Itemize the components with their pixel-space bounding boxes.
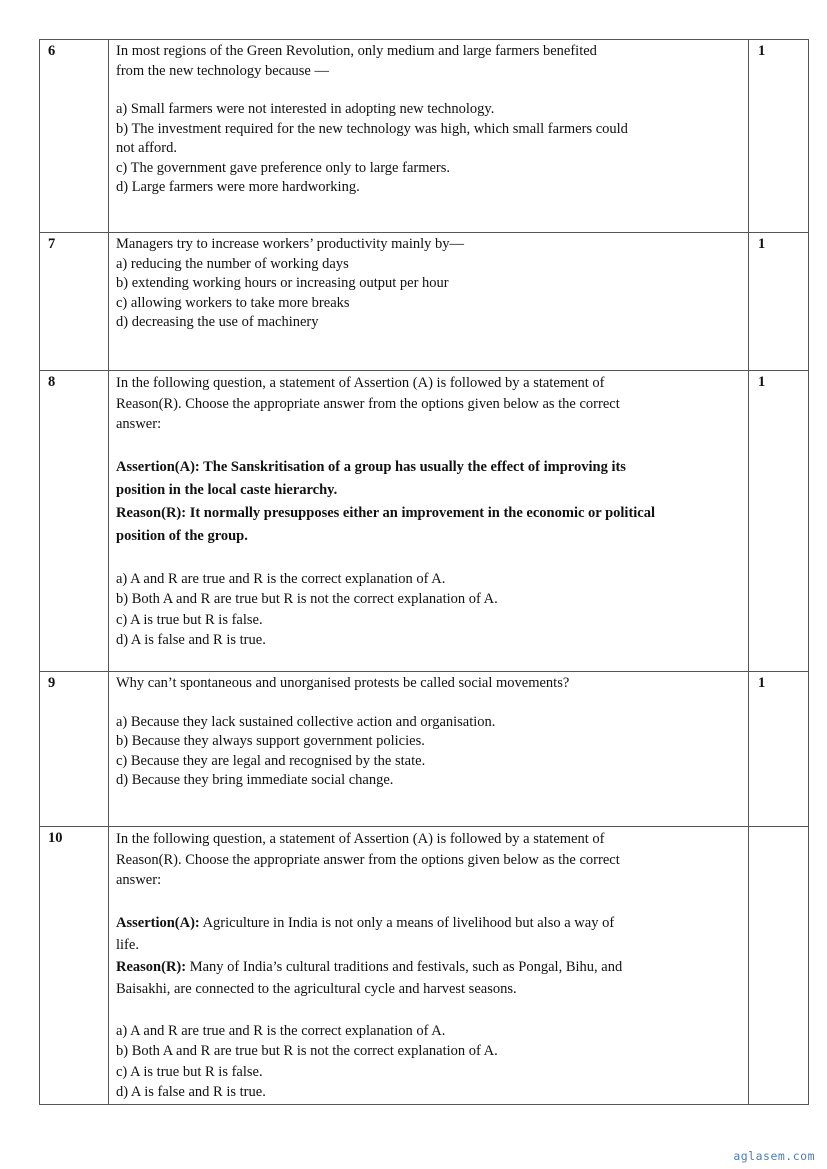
- question-marks: 1: [749, 233, 809, 371]
- question-content: [109, 827, 749, 1105]
- option-d: d) A is false and R is true.: [116, 1084, 266, 1100]
- question-number: 8: [40, 371, 109, 672]
- option-c: c) A is true but R is false.: [116, 611, 263, 628]
- question-marks: [749, 827, 809, 1105]
- option-b: b) extending working hours or increasing output per hour: [116, 275, 449, 291]
- option-d: d) Large farmers were more hardworking.: [116, 179, 360, 195]
- question-row-10: [40, 827, 809, 1105]
- question-table: [39, 39, 809, 1105]
- option-b: b) Both A and R are true but R is not the correct explanation of A.: [116, 591, 498, 607]
- option-c: c) The government gave preference only to large farmers.: [116, 159, 451, 176]
- option-a: a) A and R are true and R is the correct explanation of A.: [116, 1022, 446, 1039]
- question-row-7: [40, 233, 809, 371]
- option-d: d) A is false and R is true.: [116, 632, 266, 648]
- question-content: [109, 233, 749, 371]
- option-a: a) Small farmers were not interested in adopting new technology.: [116, 101, 495, 117]
- option-a: a) Because they lack sustained collective action and organisation.: [116, 713, 496, 730]
- question-stem-line: Reason(R). Choose the appropriate answer from the options given below as the correct: [116, 851, 620, 868]
- question-content: [109, 672, 749, 827]
- question-marks: 1: [749, 672, 809, 827]
- assertion-line: Assertion(A): The Sanskritisation of a group has usually the effect of improving its: [116, 458, 626, 475]
- assertion-label: Assertion(A):: [116, 914, 200, 931]
- question-number: 9: [40, 672, 109, 827]
- assertion-line: [116, 912, 741, 934]
- option-a: a) reducing the number of working days: [116, 255, 349, 272]
- reason-line: [116, 956, 741, 978]
- question-row-9: [40, 672, 809, 827]
- assertion-line: position in the local caste hierarchy.: [116, 481, 338, 498]
- option-a: a) A and R are true and R is the correct explanation of A.: [116, 570, 446, 587]
- option-b: b) The investment required for the new technology was high, which small farmers could: [116, 120, 628, 137]
- question-stem-line: Reason(R). Choose the appropriate answer from the options given below as the correct: [116, 395, 620, 412]
- option-c: c) A is true but R is false.: [116, 1063, 263, 1080]
- question-row-8: [40, 371, 809, 672]
- question-marks: 1: [749, 371, 809, 672]
- question-stem-line: Why can’t spontaneous and unorganised protests be called social movements?: [116, 675, 570, 691]
- question-stem-line: In most regions of the Green Revolution, only medium and large farmers benefited: [116, 43, 597, 59]
- option-c: c) Because they are legal and recognised by the state.: [116, 752, 426, 769]
- question-row-6: [40, 40, 809, 233]
- option-c: c) allowing workers to take more breaks: [116, 294, 350, 311]
- question-stem-line: answer:: [116, 416, 162, 432]
- question-stem-line: answer:: [116, 872, 162, 888]
- assertion-text: Agriculture in India is not only a means of livelihood but also a way of: [199, 914, 615, 931]
- question-stem-line: In the following question, a statement of Assertion (A) is followed by a statement of: [116, 375, 605, 391]
- reason-label: Reason(R):: [116, 958, 187, 975]
- reason-line: Reason(R): It normally presupposes either an improvement in the economic or political: [116, 504, 656, 521]
- option-b: b) Because they always support government policies.: [116, 733, 425, 749]
- question-content: [109, 371, 749, 672]
- question-stem-line: In the following question, a statement of Assertion (A) is followed by a statement of: [116, 831, 605, 847]
- question-stem-line: Managers try to increase workers’ productivity mainly by—: [116, 236, 465, 252]
- option-d: d) decreasing the use of machinery: [116, 314, 319, 330]
- footer-watermark-link[interactable]: aglasem.com: [733, 1149, 815, 1163]
- option-b-cont: not afford.: [116, 140, 177, 156]
- reason-line-cont: Baisakhi, are connected to the agricultural cycle and harvest seasons.: [116, 980, 517, 997]
- question-number: 7: [40, 233, 109, 371]
- reason-text: Many of India’s cultural traditions and festivals, such as Pongal, Bihu, and: [186, 958, 623, 975]
- assertion-line-cont: life.: [116, 936, 139, 953]
- question-number: 10: [40, 827, 109, 1105]
- question-number: 6: [40, 40, 109, 233]
- option-b: b) Both A and R are true but R is not the correct explanation of A.: [116, 1043, 498, 1059]
- option-d: d) Because they bring immediate social change.: [116, 772, 394, 788]
- question-marks: 1: [749, 40, 809, 233]
- reason-line: position of the group.: [116, 527, 248, 544]
- question-content: [109, 40, 749, 233]
- question-stem-line: from the new technology because —: [116, 62, 329, 79]
